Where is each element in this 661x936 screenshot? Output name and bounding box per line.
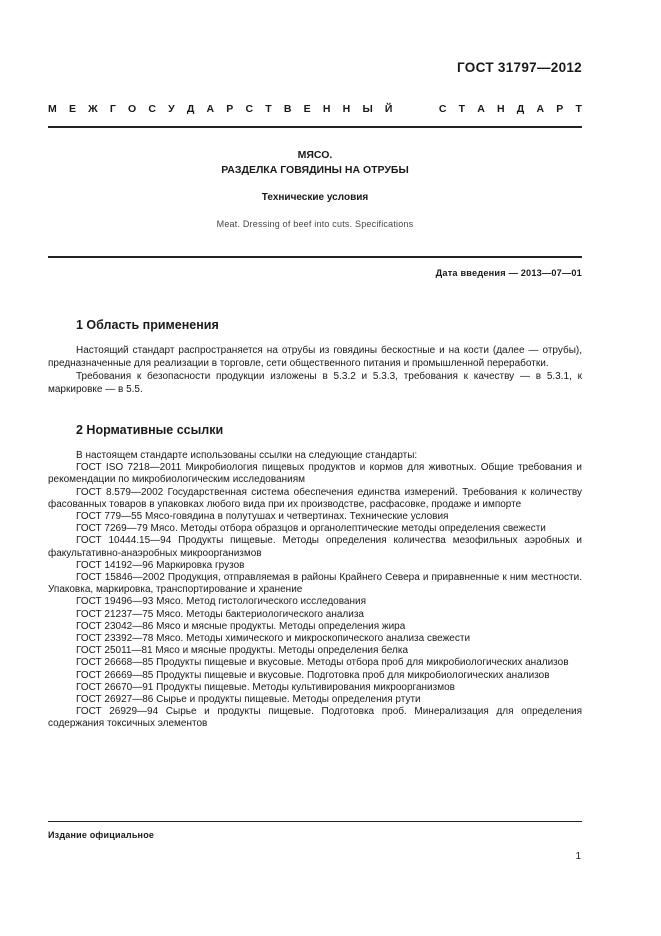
banner-word-gap <box>405 103 427 115</box>
banner-letter: Р <box>226 103 234 115</box>
banner-letter: У <box>168 103 175 115</box>
banner-letter: Ы <box>362 103 373 115</box>
banner-letter: О <box>127 103 137 115</box>
footer-rule <box>48 821 582 822</box>
banner-letter: Г <box>109 103 116 115</box>
reference-item: ГОСТ 779—55 Мясо-говядина в полутушах и четвертинах. Технические условия <box>76 511 449 523</box>
reference-item: ГОСТ 15846—2002 Продукция, отправляемая в районы Крайнего Севера и приравненные к ним местности. Упаковка, маркировка, транспортирование и хранение <box>48 572 582 596</box>
banner-letter: С <box>438 103 447 115</box>
reference-item: ГОСТ 23042—86 Мясо и мясные продукты. Методы определения жира <box>76 620 406 632</box>
banner-letter: А <box>536 103 545 115</box>
reference-item: ГОСТ 8.579—2002 Государственная система обеспечения единства измерений. Требования к количеству фасованных товаров в упаковках любого вида при их производстве, расфасовке, продаже и импорте <box>48 486 582 510</box>
reference-item: ГОСТ ISO 7218—2011 Микробиология пищевых продуктов и кормов для животных. Общие требования и рекомендации по микробиологическим исследованиям <box>48 462 582 486</box>
interstate-standard-banner <box>48 103 582 115</box>
banner-letter: Е <box>303 103 311 115</box>
page-number: 1 <box>575 851 581 862</box>
reference-item: ГОСТ 19496—93 Мясо. Метод гистологического исследования <box>76 596 367 608</box>
banner-letter: Т <box>265 103 272 115</box>
banner-letter: Н <box>322 103 331 115</box>
banner-letter: Т <box>575 103 582 115</box>
banner-letter: А <box>477 103 485 115</box>
reference-item: ГОСТ 10444.15—94 Продукты пищевые. Методы определения количества мезофильных аэробных и факультативно-анаэробных микроорганизмов <box>48 535 582 559</box>
section-2-heading: 2 Нормативные ссылки <box>76 423 224 437</box>
banner-letter: С <box>148 103 156 115</box>
banner-letter: Й <box>384 103 393 115</box>
title-rule <box>48 256 582 258</box>
header-rule <box>48 126 582 128</box>
section-1-text <box>48 344 582 396</box>
official-edition-label: Издание официальное <box>48 830 155 840</box>
reference-item: ГОСТ 26669—85 Продукты пищевые и вкусовые. Подготовка проб для микробиологических анализов <box>76 669 550 681</box>
reference-item: ГОСТ 14192—96 Маркировка грузов <box>76 559 245 571</box>
section-1-paragraph: Настоящий стандарт распространяется на отрубы из говядины бескостные и на кости (далее — отрубы), предназначенные для реализации в торговле, сети общественного питания и промышленной переработки. <box>48 345 582 369</box>
gost-number: ГОСТ 31797—2012 <box>457 60 582 75</box>
banner-letter: Е <box>68 103 76 115</box>
reference-item: ГОСТ 23392—78 Мясо. Методы химического и микроскопического анализа свежести <box>76 633 471 645</box>
reference-item: ГОСТ 25011—81 Мясо и мясные продукты. Методы определения белка <box>76 645 409 657</box>
references-intro: В настоящем стандарте использованы ссылки на следующие стандарты: <box>76 450 418 461</box>
banner-letter: С <box>245 103 254 115</box>
title-line-1: МЯСО. <box>297 149 333 161</box>
banner-letter: Р <box>556 103 564 115</box>
introduction-date: Дата введения — 2013—07—01 <box>435 268 582 278</box>
banner-letter: В <box>283 103 292 115</box>
section-1-paragraph: Требования к безопасности продукции изложены в 5.3.2 и 5.3.3, требования к качеству — в 5.3.1, к маркировке — в 5.5. <box>48 371 582 395</box>
banner-letter: Н <box>342 103 351 115</box>
reference-item: ГОСТ 26670—91 Продукты пищевые. Методы культивирования микроорганизмов <box>76 681 455 693</box>
reference-item: ГОСТ 26927—86 Сырье и продукты пищевые. Методы определения ртути <box>76 694 421 706</box>
banner-letter: Д <box>516 103 525 115</box>
title-line-2: РАЗДЕЛКА ГОВЯДИНЫ НА ОТРУБЫ <box>221 164 409 176</box>
banner-letter: Т <box>458 103 466 115</box>
banner-letter: Ж <box>88 103 98 115</box>
banner-letter: Д <box>186 103 195 115</box>
reference-item: ГОСТ 7269—79 Мясо. Методы отбора образцов и органолептические методы определения свежести <box>76 523 546 535</box>
banner-letter: Н <box>497 103 505 115</box>
english-title: Meat. Dressing of beef into cuts. Specifications <box>216 219 414 229</box>
references-list <box>48 450 582 731</box>
reference-item: ГОСТ 26929—94 Сырье и продукты пищевые. Подготовка проб. Минерализация для определения содержания токсичных элементов <box>48 706 582 730</box>
reference-item: ГОСТ 26668—85 Продукты пищевые и вкусовые. Методы отбора проб для микробиологических анализов <box>76 657 569 669</box>
section-1-heading: 1 Область применения <box>76 318 219 332</box>
banner-letter: А <box>206 103 215 115</box>
reference-item: ГОСТ 21237—75 Мясо. Методы бактериологического анализа <box>76 608 364 620</box>
subtitle: Технические условия <box>261 192 369 203</box>
banner-letter: М <box>48 103 57 115</box>
